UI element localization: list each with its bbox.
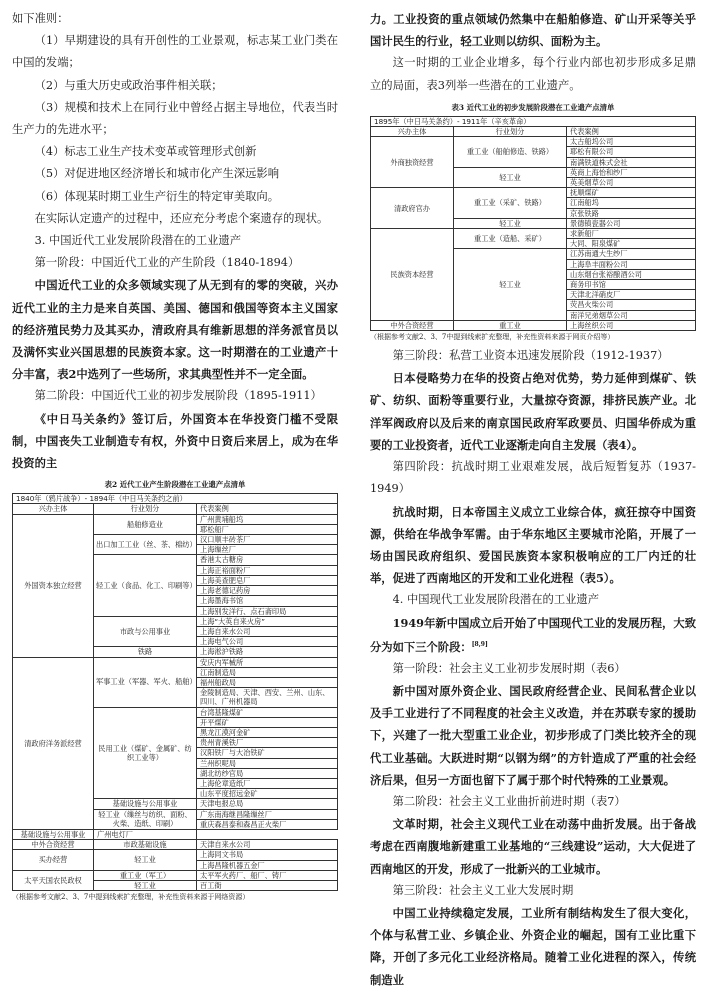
paragraph: 如下准则： (12, 12, 69, 25)
table-cell: 汉阳铁厂与大冶铁矿 (197, 748, 338, 758)
table-cell: 广州黄埔船坞 (197, 514, 338, 524)
table-group: 民族资本经营 (371, 229, 454, 321)
table-sector: 轻工业 (454, 249, 567, 320)
stage-heading: 第二阶段：社会主义工业曲折前进时期（表7） (392, 794, 626, 808)
stage-heading: 第一阶段：中国近代工业的产生阶段（1840-1894） (34, 256, 300, 270)
table-sector: 轻工业 (454, 167, 567, 187)
table-cell: 英美烟草公司 (567, 178, 696, 188)
paragraph: 新中国对原外资企业、国民政府经营企业、民间私营企业以及手工业进行了不同程度的社会主义改造，并在苏联专家的援助下，兴建了一批大型重工业企业，初步形成了门类比较齐全的现代工业基础。大跃进时期“以钢为纲”的方针造成了严重的社会经济后果，但另一方面也留下了属于那个时代特殊的工业景观。 (370, 683, 696, 787)
stage-heading: 第二阶段：中国近代工业的初步发展阶段（1895-1911） (34, 389, 322, 403)
table-cell: 英商上海怡和纱厂 (567, 167, 696, 177)
table-cell: 太古船坞公司 (567, 137, 696, 147)
table-cell: 上海电气公司 (197, 637, 338, 647)
paragraph: 力。工业投资的重点领域仍然集中在船舶修造、矿山开采等关乎国计民生的行业，轻工业则以纺织、面粉为主。 (370, 12, 696, 49)
table-cell: 上海“大英自来火房” (197, 616, 338, 626)
paragraph-text: 1949年新中国成立后开始了中国现代工业的发展历程，大致分为如下三个阶段： (370, 615, 696, 654)
table-header: 代表案例 (567, 127, 696, 137)
table-group: 清政府官办 (371, 188, 454, 229)
table-note: （根据参考文献2、3、7中提到线索扩充整理，补充性资料来源于网络资源） (12, 893, 250, 902)
table-group: 太平天国农民政权 (13, 870, 94, 890)
table-group: 中外合资经营 (371, 320, 454, 330)
table-cell: 上海别发洋行、点石斋印局 (197, 606, 338, 616)
table-cell: 太平军火药厂、船厂、铸厂 (197, 870, 338, 880)
table-cell: 福州船政局 (197, 677, 338, 687)
table-sector: 轻工业（缫丝与纺织、面粉、火柴、造纸、印刷） (94, 809, 197, 829)
table-cell: 天津自来水公司 (197, 840, 338, 850)
table-cell: 上海美查肥皂厂 (197, 575, 338, 585)
table-sector: 重工业（采矿、铁路） (454, 188, 567, 219)
table-cell: 汉口顺丰砖茶厂 (197, 535, 338, 545)
criterion-2: （2）与重大历史或政治事件相关联； (34, 78, 223, 92)
paragraph (370, 612, 696, 658)
table-sector: 轻工业（食品、化工、印刷等） (94, 555, 197, 616)
table-cell: 荧昌火柴公司 (567, 300, 696, 310)
table-sector: 重工业（造船、采矿） (454, 229, 567, 249)
table-cell: 开平煤矿 (197, 717, 338, 727)
table-group: 买办经营 (13, 850, 94, 870)
table-sector: 基础设施与公用事业 (13, 829, 94, 839)
table-sector: 重工业（军工） (94, 870, 197, 880)
paragraph: 在实际认定遗产的过程中，还应充分考虑个案遗存的现状。 (34, 211, 329, 225)
table-cell: 广州电灯厂 (94, 829, 197, 839)
table-cell: 南洋兄弟烟草公司 (567, 310, 696, 320)
paragraph: 《中日马关条约》签订后，外国资本在华投资门槛不受限制，中国丧失工业制造专有权，外资中日资后来居上，成为在华投资的主 (12, 411, 338, 471)
table-sector: 轻工业 (94, 880, 197, 890)
stage-heading: 第三阶段：私营工业资本迅速发展阶段（1912-1937） (392, 349, 669, 363)
stage-heading: 第一阶段：社会主义工业初步发展时期（表6） (392, 661, 626, 675)
table-sector: 市政与公用事业 (94, 616, 197, 647)
table-sector: 军事工业（军器、军火、船舶） (94, 657, 197, 707)
table-cell: 上海同文书局 (197, 850, 338, 860)
table-sector: 重工业 (454, 320, 567, 330)
table-caption: 表3 近代工业的初步发展阶段潜在工业遗产点清单 (451, 102, 615, 112)
section-heading: 4. 中国现代工业发展阶段潜在的工业遗产 (392, 593, 600, 607)
citation: [8,9] (471, 640, 488, 648)
paragraph: 日本侵略势力在华的投资占绝对优势，势力延伸到煤矿、铁矿、纺织、面粉等重要行业，大量掠夺资源，排挤民族产业。北洋军阀政府以及后来的南京国民政府军政要员、归国华侨成为重要的工业投资者，近代工业逐渐走向自主发展（表4）。 (370, 371, 696, 452)
table-caption: 表2 近代工业产生阶段潜在工业遗产点清单 (104, 480, 246, 490)
table-cell: 江南船坞 (567, 198, 696, 208)
table-cell: 江南制造局 (197, 667, 338, 677)
paragraph: 抗战时期，日本帝国主义成立工业综合体，疯狂掠夺中国资源，供给在华战争军需。由于华东地区主要城市沦陷，开展了一场由国民政府组织、爱国民族资本家积极响应的工厂内迁的壮举，促进了西南地区的开发和工业化进程（表5）。 (370, 504, 696, 586)
table-period: 1840年（鸦片战争）- 1894年（中日马关条约之前） (13, 494, 338, 504)
table-cell: 上海阜丰面粉公司 (567, 259, 696, 269)
criterion-3: （3）规模和技术上在同行业中曾经占据主导地位，代表当时生产力的先进水平； (12, 100, 338, 137)
table-cell: 耶松船厂 (197, 524, 338, 534)
table-period: 1895年（中日马关条约）- 1911年（辛亥革命） (371, 116, 696, 126)
table-cell: 重庆森昌泰和森昌正火柴厂 (197, 819, 338, 829)
table-cell: 山东烟台张裕酿酒公司 (567, 269, 696, 279)
table-cell: 商务印书馆 (567, 280, 696, 290)
table-2 (12, 493, 338, 891)
table-sector: 出口加工工业（丝、茶、棉纺） (94, 535, 197, 555)
paragraph: 中国工业持续稳定发展，工业所有制结构发生了很大变化，个体与私营工业、乡镇企业、外资企业的崛起，国有工业比重下降，开创了多元化工业经济格局。随着工业化进程的深入，传统制造业 (370, 905, 696, 987)
table-header: 行业划分 (454, 127, 567, 137)
table-cell: 金陵制造局、天津、西安、兰州、山东、四川、广州机器局 (197, 688, 338, 707)
right-column (370, 8, 696, 991)
table-cell: 天津北洋硝皮厂 (567, 290, 696, 300)
criterion-6: （6）体现某时期工业生产衍生的特定审美取向。 (34, 189, 280, 203)
paragraph: 文革时期，社会主义现代工业在动荡中曲折发展。出于备战考虑在西南腹地新建重工业基地的“三线建设”运动，大大促进了西南地区的开发，形成了一批新兴的工业城市。 (370, 817, 696, 876)
table-group: 清政府洋务派经营 (13, 657, 94, 829)
table-cell: 上海自来水公司 (197, 626, 338, 636)
table-note: （根据参考文献2、3、7中提到线索扩充整理，补充性资料来源于网页介绍等） (370, 333, 615, 342)
paragraph: 这一时期的工业企业增多，每个行业内部也初步形成多足鼎立的局面，表3列举一些潜在的工业遗产。 (370, 56, 696, 92)
criterion-1: （1）早期建设的具有开创性的工业景观，标志某工业门类在中国的发端； (12, 34, 338, 70)
table-cell: 山东平度招远金矿 (197, 789, 338, 799)
table-cell: 上海淞沪铁路 (197, 647, 338, 657)
table-sector: 轻工业 (454, 218, 567, 228)
table-cell: 京张铁路 (567, 208, 696, 218)
table-cell: 百工衙 (197, 880, 338, 890)
table-cell: 天津电报总局 (197, 799, 338, 809)
table-cell: 南满铁道株式会社 (567, 157, 696, 167)
table-cell: 兰州织呢局 (197, 758, 338, 768)
stage-heading: 第三阶段：社会主义工业大发展时期 (392, 883, 574, 897)
table-cell: 耶松有限公司 (567, 147, 696, 157)
table-cell: 上海伦章造纸厂 (197, 778, 338, 788)
left-column (12, 8, 338, 902)
table-group: 外商独资经营 (371, 137, 454, 188)
table-cell: 广东南海继昌隆缫丝厂 (197, 809, 338, 819)
table-sector: 船舶修造业 (94, 514, 197, 534)
table-sector: 基础设施与公用事业 (94, 799, 197, 809)
table-cell: 黑龙江漠河金矿 (197, 727, 338, 737)
table-cell: 湖北纺纱官局 (197, 768, 338, 778)
table-cell: 安庆内军械所 (197, 657, 338, 667)
table-sector: 重工业（船舶修造、铁路） (454, 137, 567, 168)
table-cell: 香港太古糖房 (197, 555, 338, 565)
table-header: 兴办主体 (371, 127, 454, 137)
table-cell: 景德镇瓷器公司 (567, 218, 696, 228)
stage-heading: 第四阶段：抗战时期工业艰难发展，战后短暂复苏（1937-1949） (370, 460, 696, 496)
paragraph: 中国近代工业的众多领域实现了从无到有的零的突破，兴办近代工业的主力是来自英国、美国、德国和俄国等资本主义国家的经济殖民势力及其买办，清政府具有维新思想的洋务派官员以及满怀实业兴国思想的民族资本家。这一时期潜在的工业遗产十分丰富，表2中选列了一些场所，求其典型性并不一定全面。 (12, 278, 338, 382)
table-header: 代表案例 (197, 504, 338, 514)
criterion-5: （5）对促进地区经济增长和城市化产生深远影响 (34, 167, 280, 181)
table-sector: 民用工业（煤矿、金属矿、纺织工业等） (94, 707, 197, 799)
table-cell: 大同、阳泉煤矿 (567, 239, 696, 249)
table-cell: 上海正裕面粉厂 (197, 565, 338, 575)
table-sector: 市政基础设施 (94, 840, 197, 850)
table-header: 兴办主体 (13, 504, 94, 514)
section-heading: 3. 中国近代工业发展阶段潜在的工业遗产 (34, 234, 242, 248)
table-cell: 上海昌隆机器五金厂 (197, 860, 338, 870)
table-cell: 台湾基隆煤矿 (197, 707, 338, 717)
table-cell: 上海墨海书馆 (197, 596, 338, 606)
table-group: 中外合资经营 (13, 840, 94, 850)
table-group: 外国资本独立经营 (13, 514, 94, 657)
table-cell: 上海缫丝厂 (197, 545, 338, 555)
table-sector: 轻工业 (94, 850, 197, 870)
table-cell: 抚顺煤矿 (567, 188, 696, 198)
table-cell: 上海老德记药房 (197, 586, 338, 596)
table-cell: 求新船厂 (567, 229, 696, 239)
table-cell: 贵州青溪铁厂 (197, 738, 338, 748)
table-cell: 江苏南通大生纱厂 (567, 249, 696, 259)
table-cell: 上海丝织公司 (567, 320, 696, 330)
table-3 (370, 116, 696, 331)
table-header: 行业划分 (94, 504, 197, 514)
criterion-4: （4）标志工业生产技术变革或管理形式创新 (34, 145, 257, 159)
table-sector: 铁路 (94, 647, 197, 657)
